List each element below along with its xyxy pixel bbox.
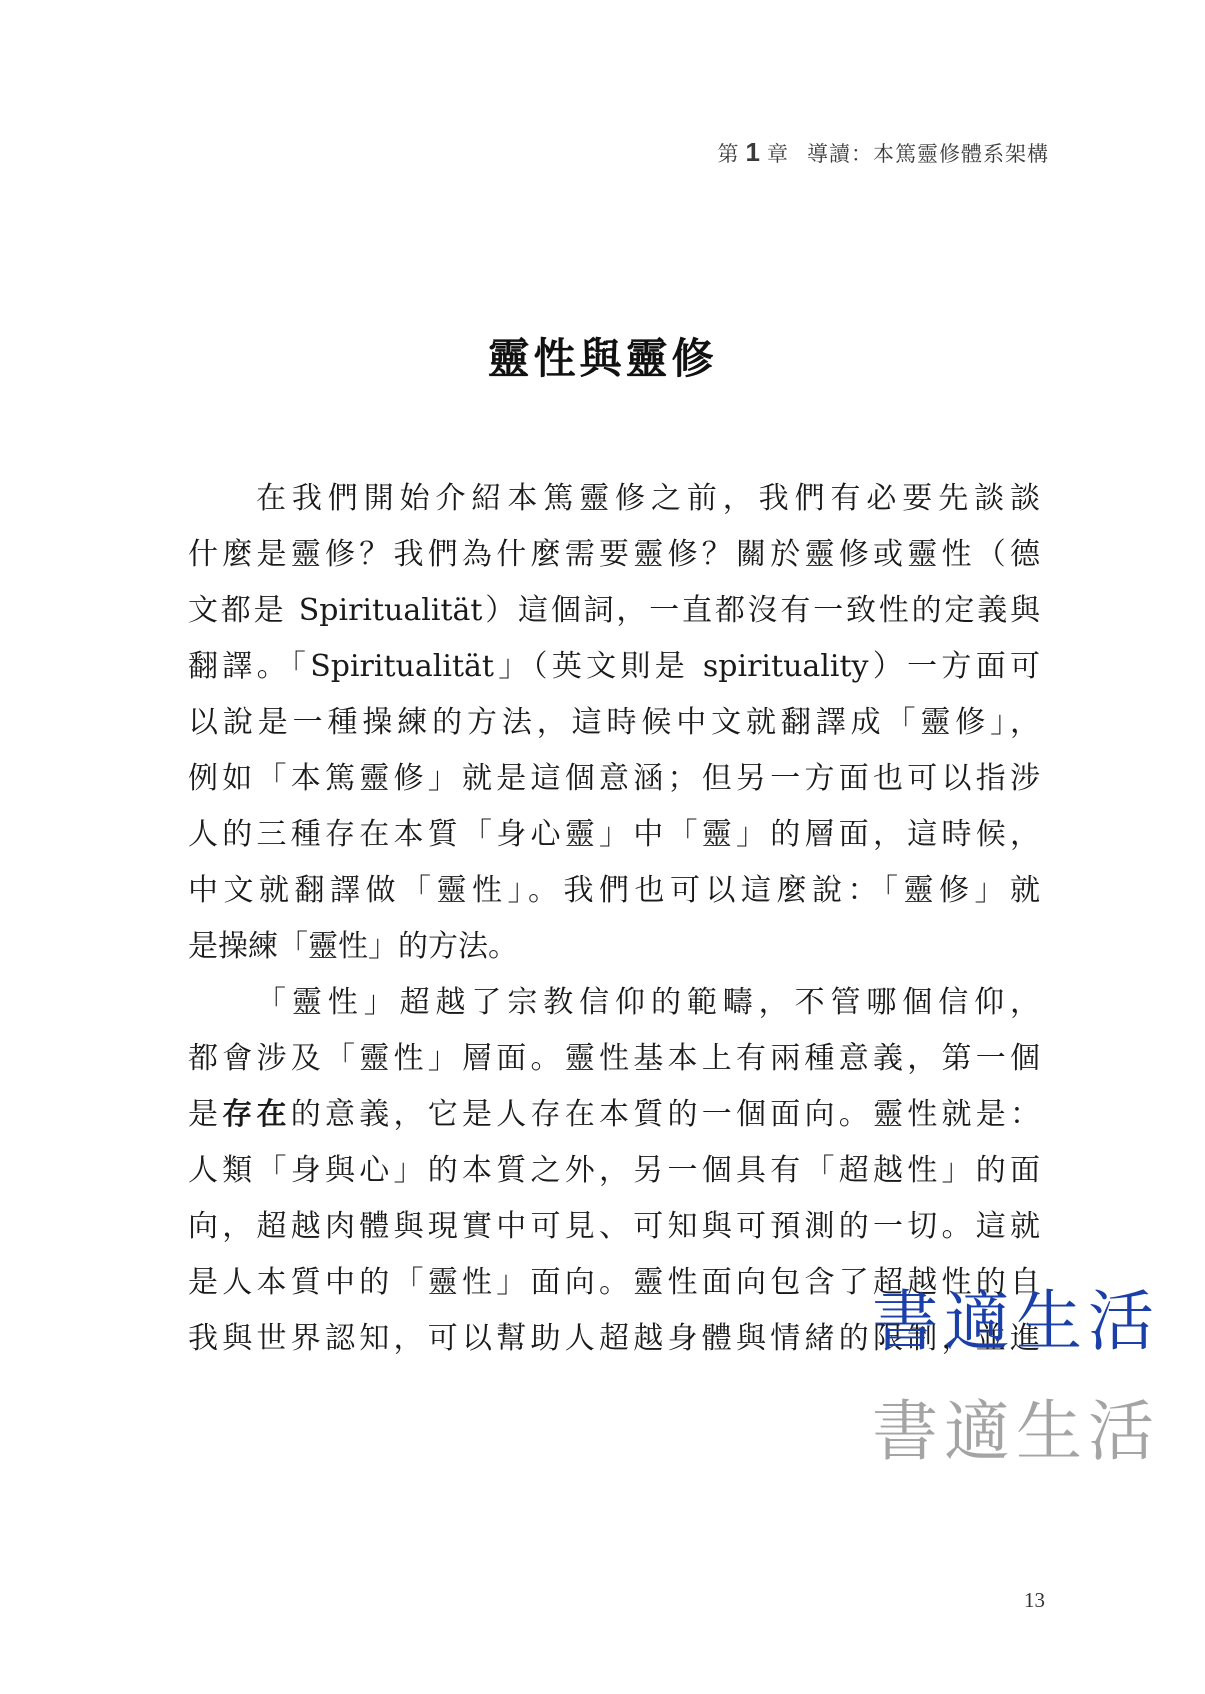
section-title: 靈性與靈修	[487, 334, 718, 383]
chapter-title: 導讀：本篤靈修體系架構	[807, 142, 1049, 166]
paragraph-1-line-4: 翻譯。「Spiritualität」（英文則是 spirituality）一方面可	[188, 649, 1040, 684]
paragraph-1-line-6: 例如「本篤靈修」就是這個意涵；但另一方面也可以指涉	[188, 761, 1040, 796]
paragraph-1-line-3: 文都是 Spiritualität）這個詞，一直都沒有一致性的定義與	[188, 593, 1040, 628]
line-3-post: 的意義，它是人存在本質的一個面向。靈性就是：	[290, 1097, 1040, 1132]
paragraph-1-line-7: 人的三種存在本質「身心靈」中「靈」的層面，這時候，	[188, 817, 1040, 852]
paragraph-1-line-5: 以說是一種操練的方法，這時候中文就翻譯成「靈修」，	[188, 705, 1040, 740]
paragraph-2-line-2: 都會涉及「靈性」層面。靈性基本上有兩種意義，第一個	[188, 1041, 1040, 1076]
emphasis-existence: 存在	[222, 1097, 291, 1132]
paragraph-2-line-1: 「靈性」超越了宗教信仰的範疇，不管哪個信仰，	[256, 985, 1040, 1020]
chapter-suffix: 章	[767, 142, 789, 166]
paragraph-1-line-1: 在我們開始介紹本篤靈修之前，我們有必要先談談	[256, 481, 1040, 516]
paragraph-2-line-3	[188, 1089, 1040, 1133]
paragraph-2-line-5: 向，超越肉體與現實中可見、可知與可預測的一切。這就	[188, 1209, 1040, 1244]
line-3-pre: 是	[188, 1097, 223, 1132]
chapter-prefix: 第	[717, 142, 740, 166]
running-header	[718, 137, 1049, 168]
watermark-secondary: 書適生活	[872, 1393, 1160, 1470]
paragraph-2-line-4: 人類「身與心」的本質之外，另一個具有「超越性」的面	[188, 1153, 1040, 1188]
paragraph-1-line-9: 是操練「靈性」的方法。	[188, 929, 518, 964]
paragraph-1-line-8: 中文就翻譯做「靈性」。我們也可以這麼說：「靈修」就	[188, 873, 1040, 908]
paragraph-1-line-2: 什麼是靈修？我們為什麼需要靈修？關於靈修或靈性（德	[188, 537, 1040, 572]
watermark-primary: 書適生活	[872, 1283, 1160, 1360]
paragraph-2-line-7: 我與世界認知，可以幫助人超越身體與情緒的限制，並進	[188, 1321, 1040, 1356]
chapter-number: 1	[745, 137, 761, 167]
page-number: 13	[1024, 1588, 1045, 1612]
paragraph-2-line-6: 是人本質中的「靈性」面向。靈性面向包含了超越性的自	[188, 1265, 1040, 1300]
